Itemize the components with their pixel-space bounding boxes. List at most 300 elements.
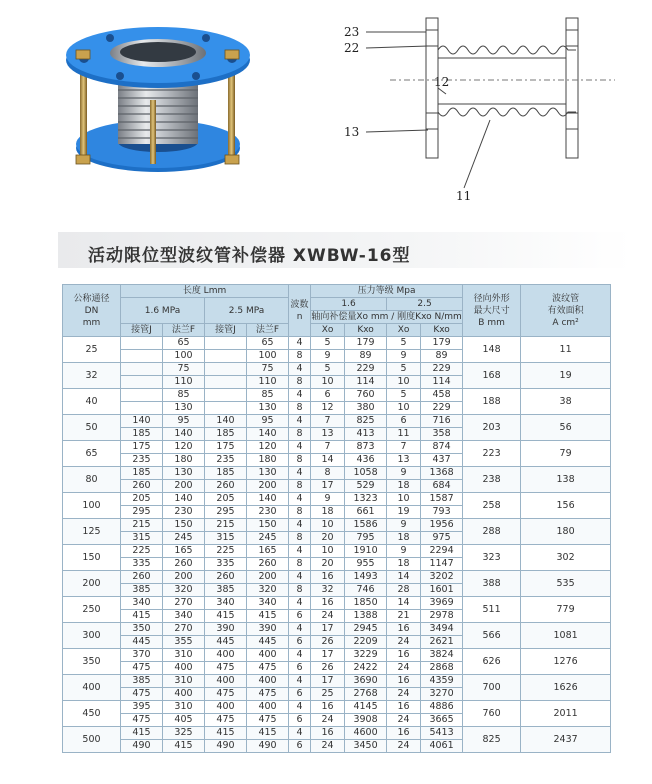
cell-k1: 2768 — [345, 688, 387, 701]
cell-x2: 24 — [387, 662, 421, 675]
cell-j2 — [205, 337, 247, 350]
cell-j1: 185 — [121, 428, 163, 441]
cell-j2: 215 — [205, 519, 247, 532]
cell-x1: 14 — [311, 454, 345, 467]
cell-f2: 245 — [247, 532, 289, 545]
cell-x2: 10 — [387, 402, 421, 415]
cell-k2: 89 — [421, 350, 463, 363]
cell-k2: 3969 — [421, 597, 463, 610]
cell-n: 4 — [289, 363, 311, 376]
cell-outer-dia: 760 — [463, 701, 521, 727]
cell-k1: 4145 — [345, 701, 387, 714]
cell-dn: 25 — [63, 337, 121, 363]
cell-k1: 1388 — [345, 610, 387, 623]
cell-x2: 18 — [387, 480, 421, 493]
product-photo — [40, 8, 270, 198]
cell-k2: 114 — [421, 376, 463, 389]
cell-j1: 185 — [121, 467, 163, 480]
cell-dn: 450 — [63, 701, 121, 727]
cell-j1 — [121, 389, 163, 402]
cell-j2: 175 — [205, 441, 247, 454]
cell-area: 1276 — [521, 649, 611, 675]
cell-j2: 400 — [205, 675, 247, 688]
cell-x2: 5 — [387, 337, 421, 350]
cell-k2: 793 — [421, 506, 463, 519]
header-area: 波纹管 有效面积 A cm² — [521, 285, 611, 337]
cell-f1: 165 — [163, 545, 205, 558]
cell-j1: 175 — [121, 441, 163, 454]
cell-j2 — [205, 402, 247, 415]
header-p16: 1.6 MPa — [121, 298, 205, 324]
cell-x1: 32 — [311, 584, 345, 597]
cell-k2: 358 — [421, 428, 463, 441]
cell-f2: 130 — [247, 402, 289, 415]
cell-j2: 415 — [205, 610, 247, 623]
cell-k1: 2209 — [345, 636, 387, 649]
cell-dn: 350 — [63, 649, 121, 675]
table-row — [63, 727, 611, 740]
cell-area: 156 — [521, 493, 611, 519]
cell-n: 6 — [289, 688, 311, 701]
cell-x2: 5 — [387, 363, 421, 376]
cell-area: 19 — [521, 363, 611, 389]
cell-x2: 6 — [387, 415, 421, 428]
cell-dn: 500 — [63, 727, 121, 753]
cell-x1: 17 — [311, 649, 345, 662]
cell-x2: 9 — [387, 545, 421, 558]
cell-k1: 529 — [345, 480, 387, 493]
cell-dn: 40 — [63, 389, 121, 415]
cell-x1: 9 — [311, 350, 345, 363]
cell-outer-dia: 288 — [463, 519, 521, 545]
cell-x1: 7 — [311, 415, 345, 428]
cell-k2: 2621 — [421, 636, 463, 649]
cell-j2: 490 — [205, 740, 247, 753]
cell-f2: 140 — [247, 428, 289, 441]
cell-k1: 955 — [345, 558, 387, 571]
cell-j1 — [121, 363, 163, 376]
cell-f1: 200 — [163, 480, 205, 493]
cell-x2: 9 — [387, 350, 421, 363]
cell-j1: 335 — [121, 558, 163, 571]
cell-f1: 325 — [163, 727, 205, 740]
cell-x2: 14 — [387, 597, 421, 610]
cell-j2: 415 — [205, 727, 247, 740]
cell-f1: 75 — [163, 363, 205, 376]
cell-outer-dia: 825 — [463, 727, 521, 753]
cell-outer-dia: 203 — [463, 415, 521, 441]
header-waves: 波数 n — [289, 285, 311, 337]
cell-f2: 85 — [247, 389, 289, 402]
cell-j1: 315 — [121, 532, 163, 545]
cell-f2: 415 — [247, 727, 289, 740]
cell-area: 1081 — [521, 623, 611, 649]
cell-k2: 3494 — [421, 623, 463, 636]
cell-f1: 310 — [163, 649, 205, 662]
cell-dn: 100 — [63, 493, 121, 519]
cell-k2: 4886 — [421, 701, 463, 714]
cell-dn: 300 — [63, 623, 121, 649]
cell-f1: 200 — [163, 571, 205, 584]
cell-f1: 150 — [163, 519, 205, 532]
cell-f2: 180 — [247, 454, 289, 467]
cell-x1: 9 — [311, 493, 345, 506]
cell-j2 — [205, 376, 247, 389]
cell-j1: 205 — [121, 493, 163, 506]
cell-outer-dia: 148 — [463, 337, 521, 363]
header-kxo-1: Kxo — [345, 324, 387, 337]
cell-j2: 475 — [205, 714, 247, 727]
cell-j2: 385 — [205, 584, 247, 597]
cell-outer-dia: 168 — [463, 363, 521, 389]
cell-x1: 10 — [311, 376, 345, 389]
table-row — [63, 701, 611, 714]
cell-k2: 716 — [421, 415, 463, 428]
cell-j2: 475 — [205, 662, 247, 675]
cell-x1: 16 — [311, 597, 345, 610]
cell-outer-dia: 323 — [463, 545, 521, 571]
cell-dn: 200 — [63, 571, 121, 597]
cell-j1: 340 — [121, 597, 163, 610]
cell-j1: 395 — [121, 701, 163, 714]
cell-j2: 315 — [205, 532, 247, 545]
cell-n: 4 — [289, 545, 311, 558]
cell-n: 4 — [289, 727, 311, 740]
cell-x1: 24 — [311, 610, 345, 623]
header-compensation: 轴向补偿量Xo mm / 刚度Kxo N/mm — [311, 312, 462, 322]
table-row — [63, 493, 611, 506]
cell-x1: 17 — [311, 675, 345, 688]
cell-f1: 405 — [163, 714, 205, 727]
cell-n: 6 — [289, 740, 311, 753]
cell-j1: 475 — [121, 688, 163, 701]
table-row — [63, 363, 611, 376]
cell-n: 4 — [289, 623, 311, 636]
cell-f2: 75 — [247, 363, 289, 376]
cell-x1: 17 — [311, 623, 345, 636]
header-p25: 2.5 MPa — [205, 298, 289, 324]
cell-k2: 975 — [421, 532, 463, 545]
cell-k1: 436 — [345, 454, 387, 467]
cell-k2: 3824 — [421, 649, 463, 662]
cell-j2: 235 — [205, 454, 247, 467]
cell-f1: 270 — [163, 623, 205, 636]
cell-x2: 24 — [387, 636, 421, 649]
cell-n: 8 — [289, 558, 311, 571]
cell-outer-dia: 238 — [463, 467, 521, 493]
cell-k1: 413 — [345, 428, 387, 441]
cell-f2: 490 — [247, 740, 289, 753]
cell-f2: 230 — [247, 506, 289, 519]
cell-f1: 270 — [163, 597, 205, 610]
cell-area: 535 — [521, 571, 611, 597]
cell-f1: 340 — [163, 610, 205, 623]
cell-x2: 16 — [387, 649, 421, 662]
cell-f1: 95 — [163, 415, 205, 428]
cell-k1: 760 — [345, 389, 387, 402]
table-row — [63, 441, 611, 454]
cell-f2: 445 — [247, 636, 289, 649]
cell-x2: 19 — [387, 506, 421, 519]
callout-13: 13 — [344, 125, 360, 139]
cell-k1: 179 — [345, 337, 387, 350]
cell-outer-dia: 626 — [463, 649, 521, 675]
header-length: 长度 Lmm — [121, 285, 289, 298]
cell-j1: 475 — [121, 662, 163, 675]
cell-outer-dia: 223 — [463, 441, 521, 467]
cell-k1: 1058 — [345, 467, 387, 480]
cell-area: 2437 — [521, 727, 611, 753]
callout-22: 22 — [344, 41, 360, 55]
cell-f2: 150 — [247, 519, 289, 532]
cell-n: 4 — [289, 701, 311, 714]
cell-x1: 7 — [311, 441, 345, 454]
page-title: 活动限位型波纹管补偿器 XWBW-16型 — [88, 246, 411, 266]
cell-j1 — [121, 376, 163, 389]
cell-k2: 4061 — [421, 740, 463, 753]
cell-x2: 7 — [387, 441, 421, 454]
cell-n: 4 — [289, 441, 311, 454]
cell-n: 4 — [289, 675, 311, 688]
cell-x1: 26 — [311, 636, 345, 649]
cell-k1: 795 — [345, 532, 387, 545]
cell-j1: 215 — [121, 519, 163, 532]
cell-k2: 3270 — [421, 688, 463, 701]
cell-n: 4 — [289, 467, 311, 480]
header-dn: 公称通径 DN mm — [63, 285, 121, 337]
cell-n: 8 — [289, 402, 311, 415]
cell-f1: 310 — [163, 701, 205, 714]
cell-j2: 445 — [205, 636, 247, 649]
cell-j1: 415 — [121, 610, 163, 623]
cell-outer-dia: 388 — [463, 571, 521, 597]
cell-f2: 400 — [247, 649, 289, 662]
spec-table — [62, 284, 611, 753]
cell-f2: 475 — [247, 662, 289, 675]
cell-n: 6 — [289, 636, 311, 649]
cell-f2: 95 — [247, 415, 289, 428]
cell-k2: 684 — [421, 480, 463, 493]
cell-k1: 3690 — [345, 675, 387, 688]
cell-k2: 1587 — [421, 493, 463, 506]
cell-n: 4 — [289, 415, 311, 428]
cell-f2: 140 — [247, 493, 289, 506]
cell-j2: 260 — [205, 480, 247, 493]
cell-f2: 260 — [247, 558, 289, 571]
cell-x2: 5 — [387, 389, 421, 402]
cell-x2: 16 — [387, 675, 421, 688]
cell-f2: 475 — [247, 714, 289, 727]
cell-k2: 2294 — [421, 545, 463, 558]
cell-area: 38 — [521, 389, 611, 415]
cell-f2: 130 — [247, 467, 289, 480]
cell-j2: 400 — [205, 701, 247, 714]
cell-x1: 17 — [311, 480, 345, 493]
callout-12: 12 — [434, 75, 450, 89]
callout-11: 11 — [456, 189, 472, 203]
cell-outer-dia: 188 — [463, 389, 521, 415]
header-flange-f-2: 法兰F — [247, 324, 289, 337]
cell-dn: 50 — [63, 415, 121, 441]
cell-n: 8 — [289, 428, 311, 441]
cell-j2: 140 — [205, 415, 247, 428]
cell-j1 — [121, 350, 163, 363]
cell-area: 779 — [521, 597, 611, 623]
cell-x2: 24 — [387, 714, 421, 727]
cell-j2 — [205, 389, 247, 402]
cell-n: 4 — [289, 493, 311, 506]
cell-x1: 20 — [311, 532, 345, 545]
cell-area: 302 — [521, 545, 611, 571]
cell-f1: 245 — [163, 532, 205, 545]
cell-k1: 1910 — [345, 545, 387, 558]
cell-x2: 28 — [387, 584, 421, 597]
cell-j2 — [205, 350, 247, 363]
cell-x1: 12 — [311, 402, 345, 415]
cell-f1: 65 — [163, 337, 205, 350]
cell-x2: 24 — [387, 688, 421, 701]
cell-k2: 5413 — [421, 727, 463, 740]
cell-x1: 6 — [311, 389, 345, 402]
cell-j1: 260 — [121, 571, 163, 584]
cell-f1: 120 — [163, 441, 205, 454]
cell-n: 4 — [289, 571, 311, 584]
cell-dn: 150 — [63, 545, 121, 571]
cell-k2: 2978 — [421, 610, 463, 623]
cell-f1: 415 — [163, 740, 205, 753]
cell-j1: 490 — [121, 740, 163, 753]
cell-x2: 9 — [387, 467, 421, 480]
cell-k1: 4600 — [345, 727, 387, 740]
cell-outer-dia: 258 — [463, 493, 521, 519]
table-row — [63, 467, 611, 480]
table-row — [63, 389, 611, 402]
cell-f2: 415 — [247, 610, 289, 623]
header-pressure: 压力等级 Mpa — [311, 285, 463, 298]
cell-j1: 350 — [121, 623, 163, 636]
cell-k1: 825 — [345, 415, 387, 428]
cell-j1: 225 — [121, 545, 163, 558]
table-row — [63, 675, 611, 688]
header-press-16: 1.6 — [311, 298, 387, 311]
cell-f2: 475 — [247, 688, 289, 701]
cell-n: 4 — [289, 519, 311, 532]
cell-f2: 200 — [247, 480, 289, 493]
header-press-25: 2.5 — [387, 298, 463, 311]
cell-f1: 400 — [163, 688, 205, 701]
cell-outer-dia: 566 — [463, 623, 521, 649]
cell-n: 8 — [289, 532, 311, 545]
cell-area: 180 — [521, 519, 611, 545]
cell-f1: 230 — [163, 506, 205, 519]
cell-n: 4 — [289, 649, 311, 662]
cell-j1 — [121, 402, 163, 415]
cell-n: 4 — [289, 597, 311, 610]
cell-k1: 3450 — [345, 740, 387, 753]
cell-k2: 3665 — [421, 714, 463, 727]
table-row — [63, 545, 611, 558]
cell-x2: 14 — [387, 571, 421, 584]
callout-23: 23 — [344, 25, 360, 39]
section-drawing — [330, 8, 630, 208]
table-row — [63, 415, 611, 428]
cell-k1: 3908 — [345, 714, 387, 727]
table-row — [63, 571, 611, 584]
cell-x2: 16 — [387, 701, 421, 714]
cell-area: 1626 — [521, 675, 611, 701]
cell-outer-dia: 511 — [463, 597, 521, 623]
cell-j2 — [205, 363, 247, 376]
cell-k2: 458 — [421, 389, 463, 402]
cell-k1: 3229 — [345, 649, 387, 662]
cell-f2: 400 — [247, 701, 289, 714]
cell-k1: 661 — [345, 506, 387, 519]
cell-x1: 24 — [311, 714, 345, 727]
cell-x1: 10 — [311, 545, 345, 558]
table-row — [63, 649, 611, 662]
cell-f1: 140 — [163, 493, 205, 506]
cell-k1: 1323 — [345, 493, 387, 506]
header-weld-j-2: 接管J — [205, 324, 247, 337]
cell-n: 8 — [289, 454, 311, 467]
table-row — [63, 623, 611, 636]
cell-j2: 260 — [205, 571, 247, 584]
cell-j2: 335 — [205, 558, 247, 571]
cell-j2: 185 — [205, 467, 247, 480]
cell-k2: 1368 — [421, 467, 463, 480]
cell-x2: 18 — [387, 558, 421, 571]
cell-j1: 415 — [121, 727, 163, 740]
cell-f1: 310 — [163, 675, 205, 688]
cell-j2: 340 — [205, 597, 247, 610]
cell-x2: 16 — [387, 623, 421, 636]
table-row — [63, 597, 611, 610]
cell-j2: 475 — [205, 688, 247, 701]
header-kxo-2: Kxo — [421, 324, 463, 337]
cell-area: 56 — [521, 415, 611, 441]
cell-f2: 400 — [247, 675, 289, 688]
cell-k2: 1956 — [421, 519, 463, 532]
cell-j1: 295 — [121, 506, 163, 519]
cell-x2: 10 — [387, 493, 421, 506]
cell-n: 6 — [289, 714, 311, 727]
cell-n: 6 — [289, 662, 311, 675]
cell-n: 8 — [289, 506, 311, 519]
table-row — [63, 519, 611, 532]
cell-f1: 110 — [163, 376, 205, 389]
cell-f2: 340 — [247, 597, 289, 610]
header-xo-1: Xo — [311, 324, 345, 337]
cell-area: 138 — [521, 467, 611, 493]
cell-k1: 1493 — [345, 571, 387, 584]
cell-dn: 65 — [63, 441, 121, 467]
cell-x1: 10 — [311, 519, 345, 532]
cell-x1: 13 — [311, 428, 345, 441]
cell-n: 8 — [289, 376, 311, 389]
cell-k2: 4359 — [421, 675, 463, 688]
cell-f1: 140 — [163, 428, 205, 441]
cell-k2: 1147 — [421, 558, 463, 571]
cell-x2: 11 — [387, 428, 421, 441]
cell-x1: 8 — [311, 467, 345, 480]
cell-k2: 3202 — [421, 571, 463, 584]
cell-x1: 16 — [311, 727, 345, 740]
cell-f2: 120 — [247, 441, 289, 454]
cell-j2: 390 — [205, 623, 247, 636]
cell-j1: 140 — [121, 415, 163, 428]
cell-n: 8 — [289, 480, 311, 493]
cell-j1: 260 — [121, 480, 163, 493]
